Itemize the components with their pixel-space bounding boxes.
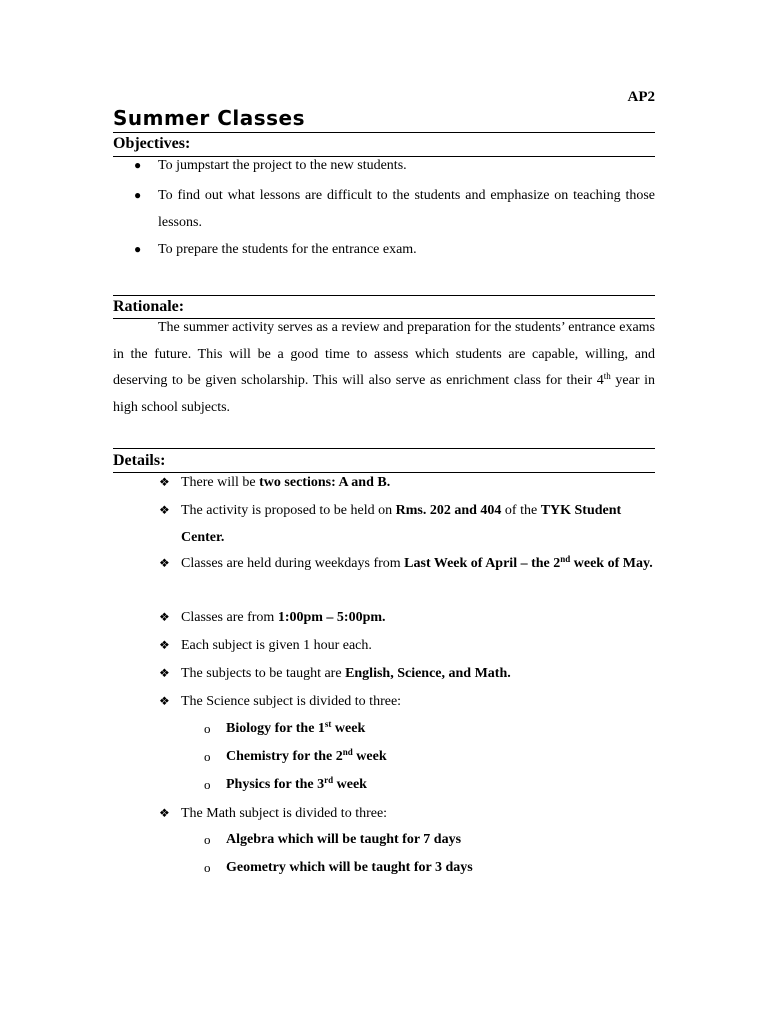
sub-item-text: Biology for the 1 [226, 721, 325, 736]
objective-item [134, 236, 655, 263]
detail-item-location [159, 497, 655, 551]
detail-emphasis [404, 556, 653, 571]
detail-text: The Science subject is divided to three: [181, 694, 402, 709]
rationale-text: year in high school subjects. [113, 373, 655, 415]
detail-item-weekdays [159, 550, 655, 577]
sub-item-text: Geometry which will be taught for 3 days [226, 860, 473, 875]
superscript: nd [560, 554, 571, 564]
superscript: rd [324, 775, 334, 785]
detail-text: There will be [181, 475, 260, 490]
detail-item-math [159, 800, 655, 827]
objective-text: To jumpstart the project to the new students. [158, 158, 407, 173]
document-title: Summer Classes [113, 106, 306, 130]
sub-item-text: Physics for the 3 [226, 777, 325, 792]
diamond-bullet-icon: ❖ [159, 475, 170, 489]
circle-bullet-icon: o [204, 749, 211, 764]
detail-item-hours [159, 604, 655, 631]
detail-text: Classes are from [181, 610, 278, 625]
detail-emphasis-text: week of May. [570, 556, 653, 571]
detail-item-each-subject [159, 632, 655, 659]
diamond-bullet-icon: ❖ [159, 610, 170, 624]
diamond-bullet-icon: ❖ [159, 694, 170, 708]
circle-bullet-icon: o [204, 777, 211, 792]
diamond-bullet-icon: ❖ [159, 806, 170, 820]
circle-bullet-icon: o [204, 860, 211, 875]
objective-item [134, 182, 655, 236]
rationale-paragraph [113, 315, 655, 421]
circle-bullet-icon: o [204, 832, 211, 847]
superscript: nd [342, 747, 353, 757]
science-week-item [204, 715, 655, 742]
science-week-item [204, 771, 655, 798]
objective-text: To find out what lessons are difficult to the students and emphasize on teaching those lessons. [158, 188, 655, 230]
objective-item [134, 152, 655, 179]
bullet-icon: ● [134, 242, 142, 256]
diamond-bullet-icon: ❖ [159, 556, 170, 570]
detail-item-sections [159, 469, 655, 496]
detail-emphasis: TYK Student Center. [181, 503, 622, 545]
diamond-bullet-icon: ❖ [159, 503, 170, 517]
detail-emphasis: English, Science, and Math. [345, 666, 511, 681]
math-item [204, 854, 655, 881]
bullet-icon: ● [134, 158, 142, 172]
superscript: th [603, 371, 611, 381]
detail-emphasis: Rms. 202 and 404 [395, 503, 502, 518]
diamond-bullet-icon: ❖ [159, 638, 170, 652]
sub-item-text: Chemistry for the 2 [226, 749, 343, 764]
detail-item-science [159, 688, 655, 715]
objectives-heading: Objectives: [113, 135, 191, 152]
detail-item-subjects [159, 660, 655, 687]
detail-text: The Math subject is divided to three: [181, 806, 388, 821]
detail-text: The activity is proposed to be held on [181, 503, 396, 518]
superscript: st [324, 719, 332, 729]
divider [113, 448, 655, 449]
detail-text: Classes are held during weekdays from [181, 556, 405, 571]
divider [113, 132, 655, 133]
detail-text: of the [501, 503, 541, 518]
rationale-heading: Rationale: [113, 298, 185, 315]
sub-item-text: week [333, 777, 367, 792]
sub-item-text: week [331, 721, 366, 736]
detail-emphasis-text: Last Week of April – the 2 [404, 556, 561, 571]
detail-emphasis: two sections: A and B. [259, 475, 391, 490]
divider [113, 295, 655, 296]
sub-item-text: Algebra which will be taught for 7 days [226, 832, 462, 847]
rationale-text: The summer activity serves as a review and preparation for the students’ entrance exams in the future. This will be a good time to assess which students are capable, willing, and deserving to be given scholarship. This will also serve as enrichment class for their 4 [113, 320, 655, 388]
document-code: AP2 [627, 89, 655, 105]
detail-text: Each subject is given 1 hour each. [181, 638, 372, 653]
diamond-bullet-icon: ❖ [159, 666, 170, 680]
science-week-item [204, 743, 655, 770]
detail-emphasis: 1:00pm – 5:00pm. [277, 610, 386, 625]
details-heading: Details: [113, 452, 166, 469]
sub-item-text: week [352, 749, 387, 764]
circle-bullet-icon: o [204, 721, 211, 736]
math-item [204, 826, 655, 853]
bullet-icon: ● [134, 188, 142, 202]
detail-text: The subjects to be taught are [181, 666, 346, 681]
objective-text: To prepare the students for the entrance exam. [158, 242, 417, 257]
